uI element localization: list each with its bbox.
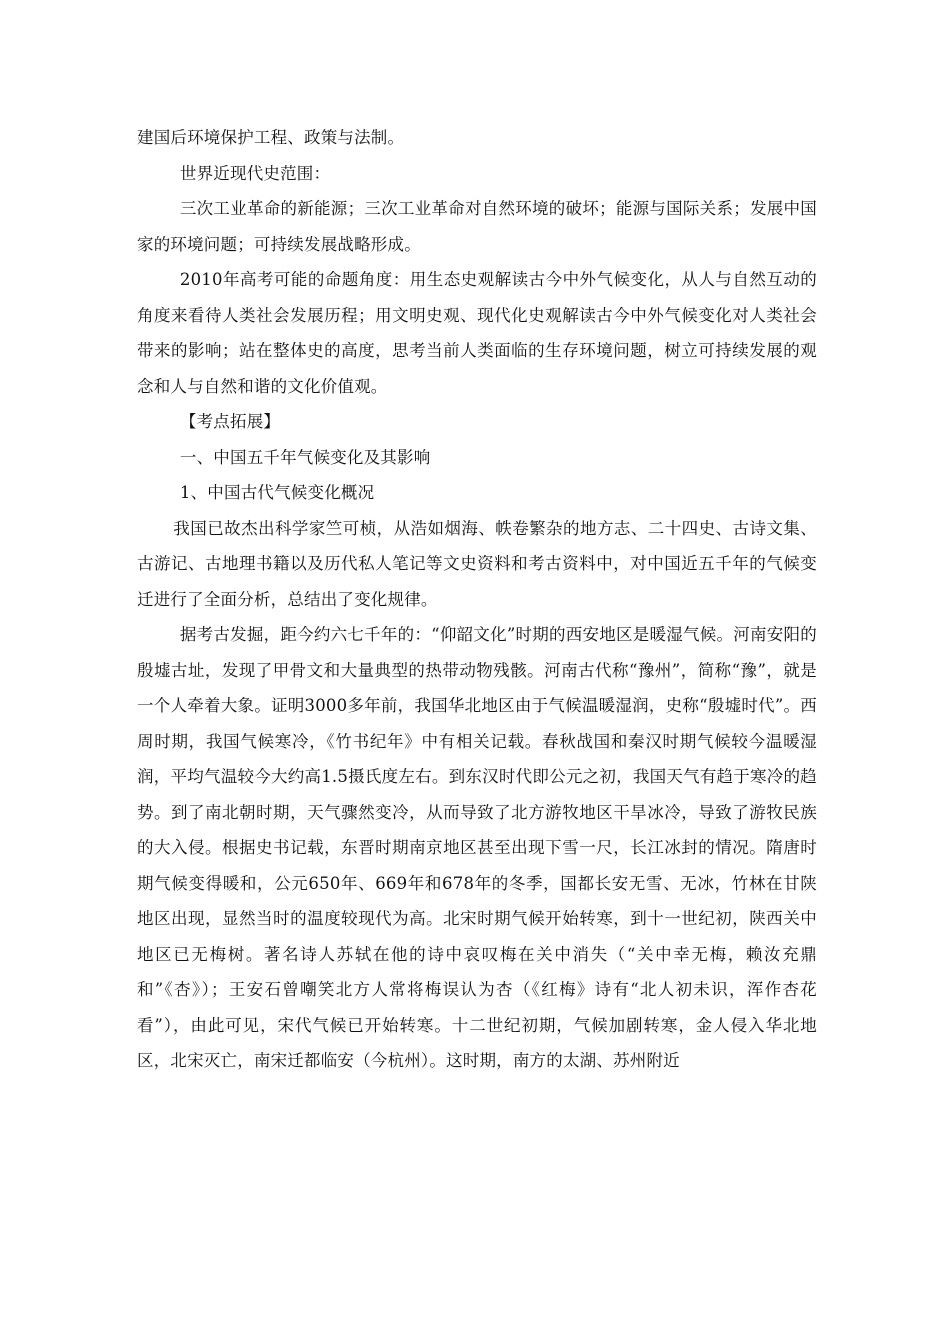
paragraph-exam-angles: 2010年高考可能的命题角度：用生态史观解读古今中外气候变化，从人与自然互动的角度来看待人类社会发展历程；用文明史观、现代化史观解读古今中外气候变化对人类社会带来的影响；站在整体史的高度，思考当前人类面临的生存环境问题，树立可持续发展的观念和人与自然和谐的文化价值观。 — [137, 270, 817, 396]
document-body — [137, 120, 817, 1079]
paragraph-climate-history: 据考古发掘，距今约六七千年的：“仰韶文化”时期的西安地区是暖湿气候。河南安阳的殷墟古址，发现了甲骨文和大量典型的热带动物残骸。河南古代称“豫州”，简称“豫”，就是一个人牵着大象。证明3000多年前，我国华北地区由于气候温暖湿润，史称“殷墟时代”。西周时期，我国气候寒冷，《竹书纪年》中有相关记载。春秋战国和秦汉时期气候较今温暖湿润，平均气温较今大约高1.5摄氏度左右。到东汉时代即公元之初，我国天气有趋于寒冷的趋势。到了南北朝时期，天气骤然变冷，从而导致了北方游牧地区干旱冰冷，导致了游牧民族的大入侵。根据史书记载，东晋时期南京地区甚至出现下雪一尺，长江冰封的情况。隋唐时期气候变得暖和，公元650年、669年和678年的冬季，国都长安无雪、无冰，竹林在甘陕地区出现，显然当时的温度较现代为高。北宋时期气候开始转寒，到十一世纪初，陕西关中地区已无梅树。著名诗人苏轼在他的诗中哀叹梅在关中消失（“关中幸无梅，赖汝充鼎和”《杏》）；王安石曾嘲笑北方人常将梅误认为杏（《红梅》诗有“北人初未识，浑作杏花看”），由此可见，宋代气候已开始转寒。十二世纪初期，气候加剧转寒，金人侵入华北地区，北宋灭亡，南宋迁都临安（今杭州）。这时期，南方的太湖、苏州附近 — [137, 625, 817, 1070]
subsection-heading-ancient-climate: 1、中国古代气候变化概况 — [179, 483, 375, 502]
paragraph-zhu-kezhen: 我国已故杰出科学家竺可桢，从浩如烟海、帙卷繁杂的地方志、二十四史、古诗文集、古游记、古地理书籍以及历代私人笔记等文史资料和考古资料中，对中国近五千年的气候变迁进行了全面分析，总结出了变化规律。 — [137, 518, 817, 609]
section-heading-china-climate: 一、中国五千年气候变化及其影响 — [179, 447, 431, 467]
paragraph-environment-policy: 建国后环境保护工程、政策与法制。 — [137, 128, 405, 147]
paragraph-industrial-revolutions: 三次工业革命的新能源；三次工业革命对自然环境的破坏；能源与国际关系；发展中国家的环境问题；可持续发展战略形成。 — [137, 199, 817, 254]
paragraph-world-history-scope: 世界近现代史范围： — [179, 163, 331, 183]
section-heading-extension: 【考点拓展】 — [179, 412, 281, 431]
